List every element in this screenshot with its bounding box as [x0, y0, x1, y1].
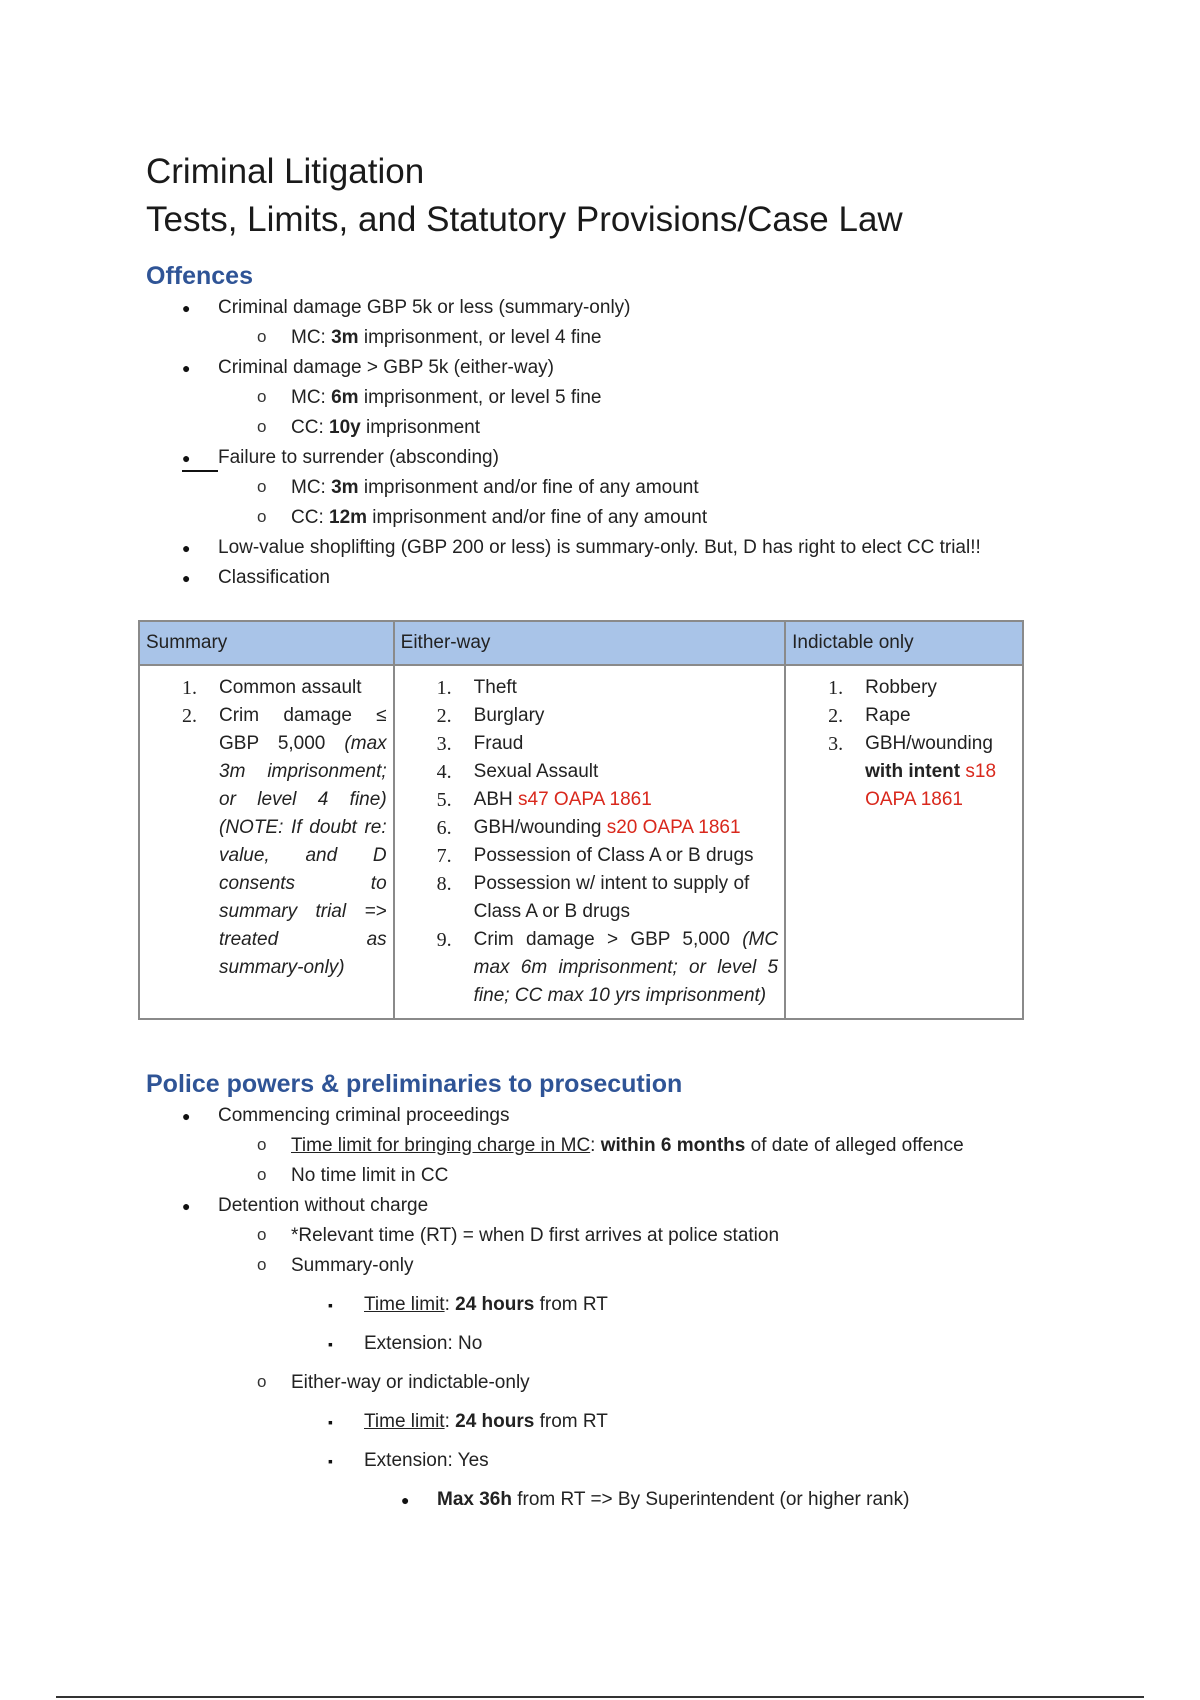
police-section [146, 1070, 1046, 1515]
list-number: 2. [828, 705, 844, 727]
offence-item: ● Classification [146, 563, 1046, 593]
list-text: Sexual Assault [473, 761, 599, 782]
list-number: 8. [436, 873, 452, 895]
table-header-row [139, 621, 1023, 665]
list-number: 2. [182, 705, 197, 727]
list-number: 1. [182, 677, 197, 699]
statute-ref: s20 OAPA 1861 [606, 817, 741, 838]
list-text: ABH [473, 789, 519, 810]
sub-text: imprisonment [360, 417, 481, 438]
document-content [146, 148, 1046, 593]
police-item: ● Detention without charge [146, 1191, 1046, 1221]
offence-subitem [146, 503, 1046, 533]
list-text: Burglary [473, 705, 545, 726]
list-text: Fraud [473, 733, 524, 754]
offence-item: ● Criminal damage GBP 5k or less (summary-only) [146, 293, 1046, 323]
list-number: 3. [436, 733, 452, 755]
police-subsubitem [146, 1290, 1046, 1320]
title-line-1: Criminal Litigation [146, 152, 425, 191]
list-text: Crim damage > GBP 5,000 [473, 929, 730, 950]
list-item [792, 674, 1016, 702]
list-text: Crim damage ≤ GBP 5,000 [219, 705, 387, 754]
list-item [401, 786, 778, 814]
sub-bold: 6m [331, 387, 359, 408]
list-item [401, 926, 778, 1010]
offence-item: ● Criminal damage > GBP 5k (either-way) [146, 353, 1046, 383]
list-item [146, 702, 387, 982]
list-item [792, 702, 1016, 730]
summary-cell [139, 665, 394, 1019]
sub-text: of date of alleged offence [745, 1135, 964, 1156]
list-item [401, 814, 778, 842]
table-row [139, 665, 1023, 1019]
list-item [146, 674, 387, 702]
offence-subitem [146, 413, 1046, 443]
offences-heading: Offences [146, 262, 253, 290]
police-subitem [146, 1131, 1046, 1161]
header-summary: Summary [139, 621, 394, 665]
sub-underlined: Time limit for bringing charge in MC [291, 1135, 591, 1156]
list-item [401, 758, 778, 786]
list-number: 3. [828, 733, 844, 755]
header-indictable: Indictable only [785, 621, 1023, 665]
header-either-way: Either-way [394, 621, 785, 665]
list-note: (MC max 6m imprisonment; or level 5 fine; CC max 10 yrs imprisonment) [473, 929, 779, 1006]
list-item [401, 870, 778, 926]
police-subitem: o No time limit in CC [146, 1161, 1046, 1191]
list-item [401, 702, 778, 730]
offence-subitem [146, 383, 1046, 413]
sub-bold: 10y [329, 417, 361, 438]
police-subitem: o Either-way or indictable-only [146, 1368, 1046, 1398]
indictable-cell [785, 665, 1023, 1019]
offence-subitem [146, 473, 1046, 503]
sub-text: imprisonment, or level 4 fine [358, 327, 602, 348]
footer-rule [56, 1696, 1144, 1698]
sub-colon: : [444, 1294, 456, 1315]
either-way-cell [394, 665, 785, 1019]
sub-text: from RT => By Superintendent (or higher rank) [511, 1489, 910, 1510]
offences-list [146, 293, 1046, 593]
list-item [401, 842, 778, 870]
list-item [401, 674, 778, 702]
list-text: Common assault [219, 677, 362, 698]
list-text: GBH/wounding [865, 733, 993, 754]
police-subsubitem [146, 1407, 1046, 1437]
sub-underlined: Time limit [364, 1411, 445, 1432]
sub-colon: : [590, 1135, 596, 1156]
sub-label: CC: [291, 417, 329, 438]
list-number: 7. [436, 845, 452, 867]
list-number: 1. [436, 677, 452, 699]
list-text: Theft [473, 677, 517, 698]
list-number: 9. [436, 929, 452, 951]
police-subsubitem: ▪ Extension: No [146, 1329, 1046, 1359]
police-item: ● Commencing criminal proceedings [146, 1101, 1046, 1131]
list-number: 1. [828, 677, 844, 699]
sub-underlined: Time limit [364, 1294, 445, 1315]
offence-item-text: Failure to surrender (absconding) [218, 447, 499, 468]
list-text: Possession w/ intent to supply of Class A or B drugs [473, 873, 750, 922]
police-deepitem [146, 1485, 1046, 1515]
list-text: GBH/wounding [473, 817, 607, 838]
sub-colon: : [444, 1411, 456, 1432]
list-note: (max 3m imprisonment; or level 4 fine) (NOTE: If doubt re: value, and D consents to summary trial => treated as summary-only) [219, 733, 387, 978]
statute-ref: s18 OAPA 1861 [865, 761, 997, 810]
sub-bold: 12m [329, 507, 368, 528]
police-subsubitem: ▪ Extension: Yes [146, 1446, 1046, 1476]
list-number: 6. [436, 817, 452, 839]
sub-label: MC: [291, 477, 332, 498]
list-number: 5. [436, 789, 452, 811]
bullet-underline [182, 470, 218, 472]
sub-text: imprisonment and/or fine of any amount [367, 507, 708, 528]
sub-bold: 24 hours [455, 1411, 535, 1432]
sub-text: from RT [534, 1411, 608, 1432]
sub-bold: Max 36h [437, 1489, 512, 1510]
list-item [792, 730, 1016, 814]
list-item [401, 730, 778, 758]
sub-label: MC: [291, 387, 332, 408]
police-subitem: o *Relevant time (RT) = when D first arrives at police station [146, 1221, 1046, 1251]
offence-item: ● Low-value shoplifting (GBP 200 or less) is summary-only. But, D has right to elect CC trial!! [146, 533, 1046, 563]
summary-list [146, 674, 387, 982]
offence-subitem [146, 323, 1046, 353]
sub-bold: 3m [331, 477, 359, 498]
statute-ref: s47 OAPA 1861 [518, 789, 652, 810]
sub-bold: 3m [331, 327, 359, 348]
sub-bold: within 6 months [600, 1135, 746, 1156]
sub-text: imprisonment, or level 5 fine [358, 387, 602, 408]
list-text: Robbery [865, 677, 937, 698]
police-subitem: o Summary-only [146, 1251, 1046, 1281]
police-list [146, 1101, 1046, 1515]
list-bold: with intent [865, 761, 961, 782]
either-way-list [401, 674, 778, 1010]
offence-item [146, 443, 1046, 473]
sub-label: MC: [291, 327, 332, 348]
classification-table [138, 620, 1024, 1020]
title-line-2: Tests, Limits, and Statutory Provisions/Case Law [146, 200, 903, 239]
sub-text: imprisonment and/or fine of any amount [358, 477, 699, 498]
list-number: 4. [436, 761, 452, 783]
list-text: Possession of Class A or B drugs [473, 845, 754, 866]
list-number: 2. [436, 705, 452, 727]
indictable-list [792, 674, 1016, 814]
sub-text: from RT [534, 1294, 608, 1315]
sub-bold: 24 hours [455, 1294, 535, 1315]
sub-label: CC: [291, 507, 329, 528]
list-text: Rape [865, 705, 911, 726]
police-heading: Police powers & preliminaries to prosecution [146, 1070, 683, 1098]
